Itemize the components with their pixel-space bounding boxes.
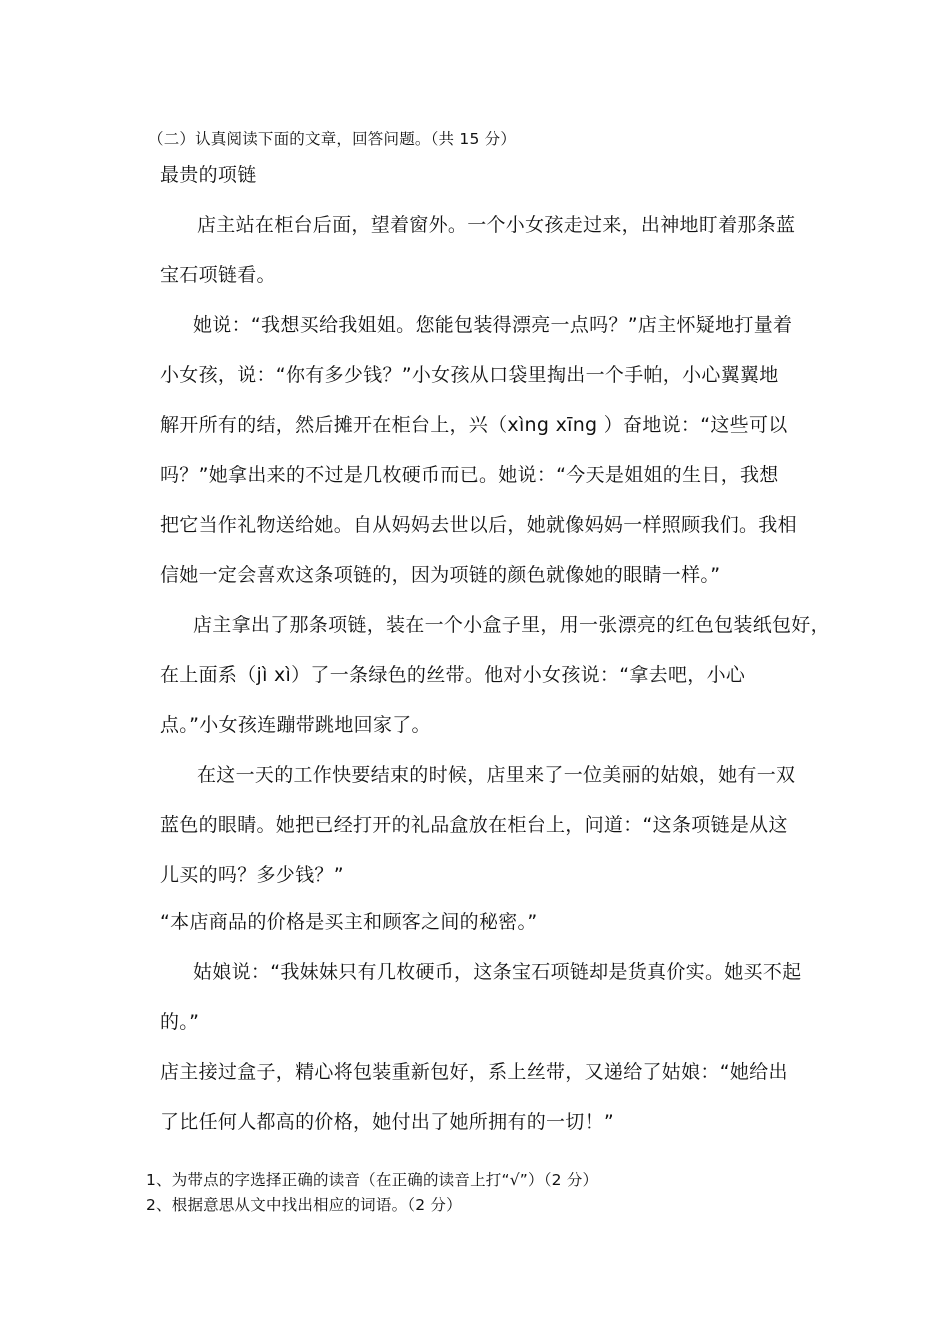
article-line: 吗？”她拿出来的不过是几枚硬币而已。她说：“今天是姐姐的生日，我想 [160,464,779,486]
article-line: 蓝色的眼睛。她把已经打开的礼品盒放在柜台上，问道：“这条项链是从这 [160,814,788,836]
article-line: 解开所有的结，然后摊开在柜台上，兴（xìng xīng ）奋地说：“这些可以 [160,414,788,436]
article-line: 信她一定会喜欢这条项链的，因为项链的颜色就像她的眼睛一样。” [160,564,721,586]
article-line: 店主拿出了那条项链，装在一个小盒子里，用一张漂亮的红色包装纸包好， [193,614,830,636]
section-header: （二）认真阅读下面的文章，回答问题。（共 15 分） [148,130,517,148]
article-line: 点。”小女孩连蹦带跳地回家了。 [160,714,431,736]
article-line: 了比任何人都高的价格，她付出了她所拥有的一切！” [160,1111,615,1133]
question-2: 2、根据意思从文中找出相应的词语。（2 分） [146,1196,462,1214]
question-1: 1、为带点的字选择正确的读音（在正确的读音上打“√”）（2 分） [146,1171,599,1189]
article-line: 在上面系（jì xì）了一条绿色的丝带。他对小女孩说：“拿去吧，小心 [160,664,746,686]
article-line: 店主站在柜台后面，望着窗外。一个小女孩走过来，出神地盯着那条蓝 [197,214,796,236]
article-line: 在这一天的工作快要结束的时候，店里来了一位美丽的姑娘，她有一双 [197,764,796,786]
article-line: 姑娘说：“我妹妹只有几枚硬币，这条宝石项链却是货真价实。她买不起 [193,961,802,983]
article-line: 的。” [160,1011,200,1033]
article-line: 宝石项链看。 [160,264,276,286]
article-line: 她说：“我想买给我姐姐。您能包装得漂亮一点吗？”店主怀疑地打量着 [193,314,793,336]
article-line: 店主接过盒子，精心将包装重新包好，系上丝带，又递给了姑娘：“她给出 [160,1061,788,1083]
article-line: 小女孩，说：“你有多少钱？”小女孩从口袋里掏出一个手帕，小心翼翼地 [160,364,779,386]
article-line: “本店商品的价格是买主和顾客之间的秘密。” [160,911,538,933]
article-title: 最贵的项链 [160,164,257,186]
article-line: 把它当作礼物送给她。自从妈妈去世以后，她就像妈妈一样照顾我们。我相 [160,514,797,536]
article-line: 儿买的吗？多少钱？” [160,864,344,886]
